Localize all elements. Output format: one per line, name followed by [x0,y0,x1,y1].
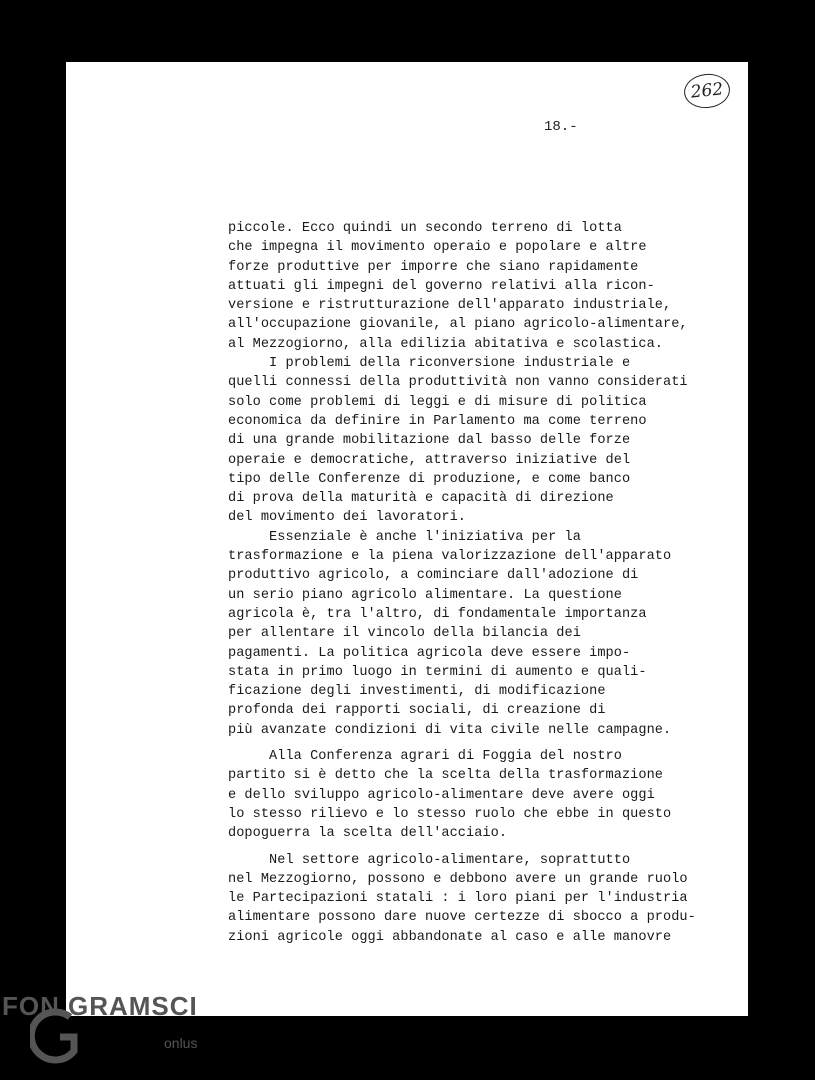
text-line: produttivo agricolo, a cominciare dall'adozione di [228,568,639,584]
paragraph [228,354,688,528]
watermark-text-onlus: onlus [164,1035,198,1051]
text-line: attuati gli impegni del governo relativi alla ricon- [228,278,655,294]
text-line: all'occupazione giovanile, al piano agricolo-alimentare, [228,317,688,333]
archive-number-stamp: 262 [682,72,731,111]
text-line: lo stesso rilievo e lo stesso ruolo che ebbe in questo [228,806,672,822]
paragraph [228,747,688,843]
text-line: dopoguerra la scelta dell'acciaio. [228,826,508,842]
text-line: al Mezzogiorno, alla edilizia abitativa e scolastica. [228,336,664,352]
text-line: operaie e democratiche, attraverso iniziative del [228,452,631,468]
text-line: per allentare il vincolo della bilancia dei [228,626,581,642]
text-line: tipo delle Conferenze di produzione, e come banco [228,471,631,487]
text-line: di una grande mobilitazione dal basso delle forze [228,433,631,449]
text-line: nel Mezzogiorno, possono e debbono avere un grande ruolo [228,871,688,887]
text-line: che impegna il movimento operaio e popolare e altre [228,240,647,256]
text-line: Nel settore agricolo-alimentare, soprattutto [228,852,631,868]
text-line: trasformazione e la piena valorizzazione dell'apparato [228,549,672,565]
watermark-text-fon: FON [2,991,60,1021]
text-line: piccole. Ecco quindi un secondo terreno di lotta [228,221,622,236]
watermark-logo [0,985,210,1080]
text-line: I problemi della riconversione industriale e [228,356,631,372]
text-line: un serio piano agricolo alimentare. La questione [228,587,622,603]
paragraph [228,851,696,947]
text-line: quelli connessi della produttività non vanno considerati [228,375,688,391]
paragraph [228,528,688,740]
text-line: e dello sviluppo agricolo-alimentare deve avere oggi [228,787,655,803]
text-line: partito si è detto che la scelta della trasformazione [228,768,664,784]
text-line: stata in primo luogo in termini di aumento e quali- [228,664,647,680]
text-line: Essenziale è anche l'iniziativa per la [228,529,581,545]
text-line: del movimento dei lavoratori. [228,510,467,526]
text-line: alimentare possono dare nuove certezze di sbocco a produ- [228,910,696,926]
text-line: forze produttive per imporre che siano rapidamente [228,259,639,275]
text-line: versione e ristrutturazione dell'apparato industriale, [228,298,672,314]
watermark-text-gramsci: GRAMSCI [68,991,198,1021]
text-line: pagamenti. La politica agricola deve essere impo- [228,645,631,661]
text-line: Alla Conferenza agrari di Foggia del nostro [228,749,622,765]
page-number: 18.- [544,119,578,135]
text-line: zioni agricole oggi abbandonate al caso e alle manovre [228,929,672,945]
text-line: di prova della maturità e capacità di direzione [228,491,614,507]
text-line: le Partecipazioni statali : i loro piani per l'industria [228,891,688,907]
document-page [66,62,748,1016]
text-line: solo come problemi di leggi e di misure di politica [228,394,647,410]
text-line: più avanzate condizioni di vita civile nelle campagne. [228,722,672,738]
body-text [228,219,696,947]
text-line: economica da definire in Parlamento ma come terreno [228,413,647,429]
text-line: profonda dei rapporti sociali, di creazione di [228,703,606,719]
paragraph [228,219,688,354]
text-line: agricola è, tra l'altro, di fondamentale importanza [228,606,647,622]
text-line: ficazione degli investimenti, di modificazione [228,684,606,700]
